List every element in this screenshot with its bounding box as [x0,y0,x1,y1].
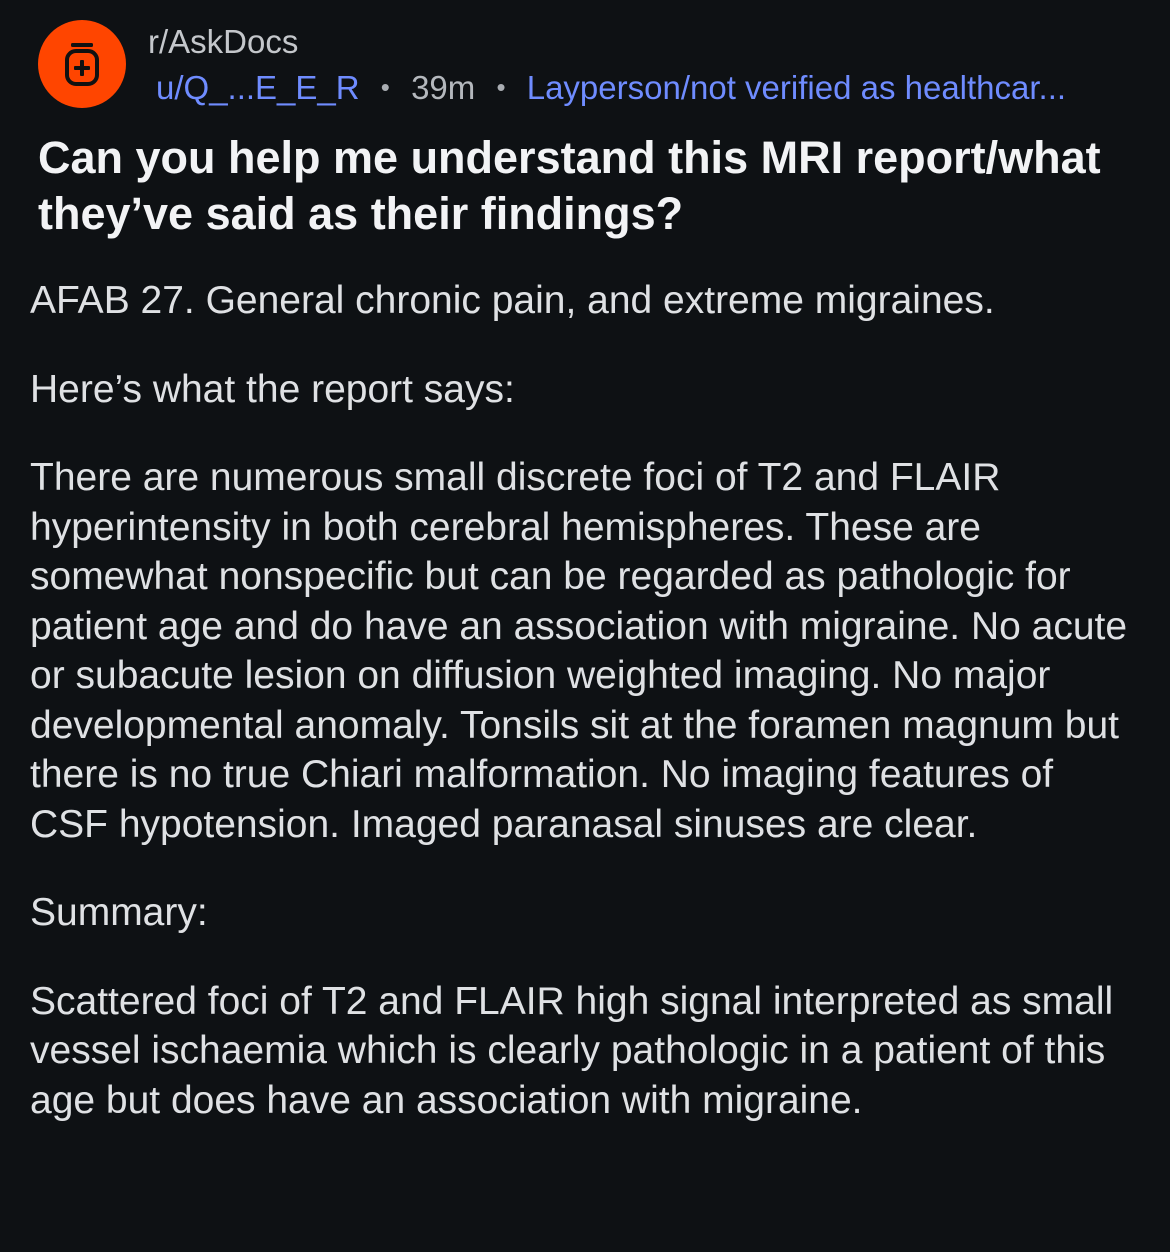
subreddit-avatar[interactable] [38,20,126,108]
post-time: 39m [411,69,476,106]
subreddit-name[interactable]: r/AskDocs [148,23,299,60]
separator-dot: • [380,72,390,102]
body-paragraph: AFAB 27. General chronic pain, and extreme migraines. [30,279,995,322]
post-meta [148,18,1140,112]
username-link[interactable]: u/Q_...E_E_R [156,69,360,106]
separator-dot: • [496,72,506,102]
byline [148,66,1140,112]
post-body [30,276,1140,1164]
body-paragraph: Summary: [30,891,208,934]
body-paragraph: Here’s what the report says: [30,367,515,411]
post-title[interactable]: Can you help me understand this MRI report/what they’ve said as their findings? [38,132,1101,239]
post-header [38,18,1140,110]
body-paragraph: Scattered foci of T2 and FLAIR high signal interpreted as small vessel ischaemia which is clearly pathologic in a patient of this age but does have an association with migraine. [30,979,1114,1122]
body-paragraph: There are numerous small discrete foci of T2 and FLAIR hyperintensity in both cerebral hemispheres. These are somewhat nonspecific but can be regarded as pathologic for patient age and do have an association with migraine. No acute or subacute lesion on diffusion weighted imaging. No major developmental anomaly. Tonsils sit at the foramen magnum but there is no true Chiari malformation. No imaging features of CSF hypotension. Imaged paranasal sinuses are clear. [30,456,1128,846]
user-flair[interactable]: Layperson/not verified as healthcar... [526,69,1067,106]
medicine-jar-plus-icon [61,40,103,88]
